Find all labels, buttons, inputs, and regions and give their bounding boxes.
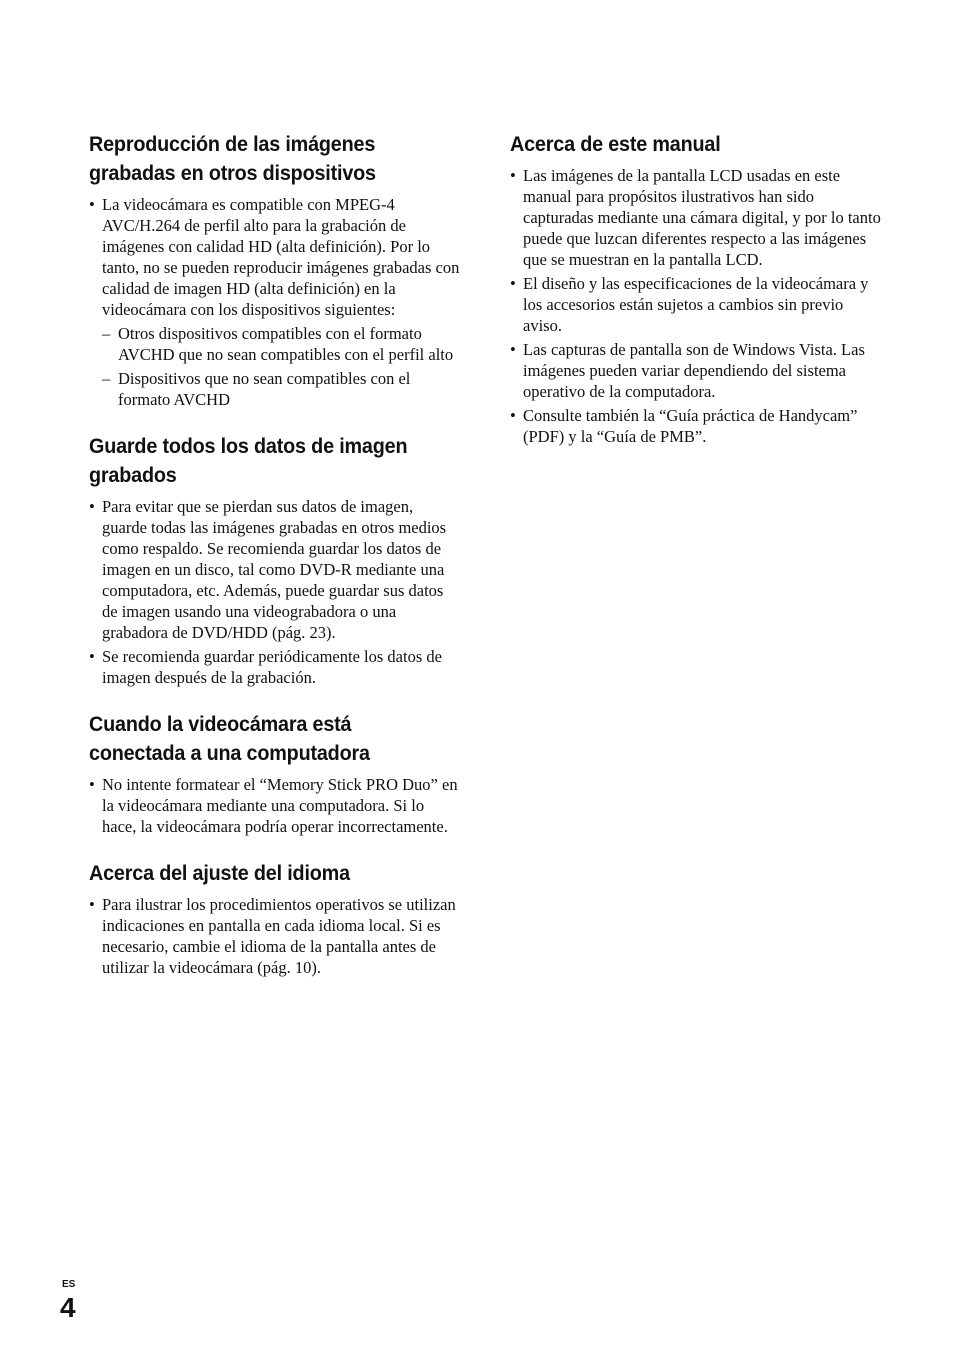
dash-icon: – (102, 369, 111, 388)
list-item: • Las capturas de pantalla son de Windows Vista. Las imágenes pueden variar dependiendo del sistema operativo de la computadora. (510, 340, 865, 401)
bullet-icon: • (510, 406, 516, 425)
right-column (510, 130, 882, 469)
section-heading: Cuando la videocámara está conectada a una computadora (89, 712, 370, 765)
section-heading: Acerca de este manual (510, 132, 721, 156)
bullet-icon: • (89, 497, 95, 516)
bullet-list (89, 496, 461, 688)
list-item: • Las imágenes de la pantalla LCD usadas en este manual para propósitos ilustrativos han sido capturadas mediante una cámara digital, y por lo tanto puede que luzcan diferentes respecto a las imágenes que se muestran en la pantalla LCD. (510, 166, 881, 269)
sub-list-item: – Otros dispositivos compatibles con el formato AVCHD que no sean compatibles con el perfil alto (102, 324, 454, 364)
bullet-icon: • (510, 340, 516, 359)
list-item: • Para ilustrar los procedimientos operativos se utilizan indicaciones en pantalla en cada idioma local. Si es necesario, cambie el idioma de la pantalla antes de utilizar la videocámara (pág. 10). (89, 895, 456, 977)
left-column (89, 130, 461, 1000)
section-reproduction (89, 130, 461, 410)
list-item: • No intente formatear el “Memory Stick PRO Duo” en la videocámara mediante una computadora. Si lo hace, la videocámara podría operar incorrectamente. (89, 775, 458, 836)
section-about-manual (510, 130, 882, 447)
bullet-icon: • (89, 647, 95, 666)
section-computer-connection (89, 710, 461, 837)
list-item: • Consulte también la “Guía práctica de Handycam” (PDF) y la “Guía de PMB”. (510, 406, 858, 446)
list-item: • La videocámara es compatible con MPEG-4 AVC/H.264 de perfil alto para la grabación de imágenes con calidad HD (alta definición). Por lo tanto, no se pueden reproducir imágenes grabadas con calidad de imagen HD (alta definición) en la videocámara con los dispositivos siguientes: – Otros dispositivos compatibles con el formato AVCHD que no sean compatibles con el perfil alto – Dispositivos que no sean compatibles con el formato AVCHD (89, 195, 460, 409)
section-heading: Acerca del ajuste del idioma (89, 861, 350, 885)
bullet-list (89, 194, 461, 410)
bullet-list (510, 165, 882, 447)
section-language (89, 859, 461, 978)
bullet-icon: • (89, 195, 95, 214)
list-item: • El diseño y las especificaciones de la videocámara y los accesorios están sujetos a cambios sin previo aviso. (510, 274, 869, 335)
bullet-list (89, 774, 461, 837)
section-backup (89, 432, 461, 688)
language-code: ES (62, 1279, 76, 1290)
sub-list-item: – Dispositivos que no sean compatibles con el formato AVCHD (102, 369, 411, 409)
dash-icon: – (102, 324, 111, 343)
bullet-icon: • (89, 775, 95, 794)
bullet-icon: • (510, 274, 516, 293)
bullet-icon: • (89, 895, 95, 914)
page-number: 4 (60, 1292, 76, 1323)
bullet-list (89, 894, 461, 978)
list-item: • Para evitar que se pierdan sus datos de imagen, guarde todas las imágenes grabadas en otros medios como respaldo. Se recomienda guardar los datos de imagen en un disco, tal como DVD-R mediante una computadora, etc. Además, puede guardar sus datos de imagen usando una videograbadora o una grabadora de DVD/HDD (pág. 23). (89, 497, 447, 642)
section-heading: Guarde todos los datos de imagen grabados (89, 434, 408, 487)
sub-list (102, 323, 461, 410)
list-item: • Se recomienda guardar periódicamente los datos de imagen después de la grabación. (89, 647, 442, 687)
bullet-icon: • (510, 166, 516, 185)
section-heading: Reproducción de las imágenes grabadas en otros dispositivos (89, 132, 376, 185)
